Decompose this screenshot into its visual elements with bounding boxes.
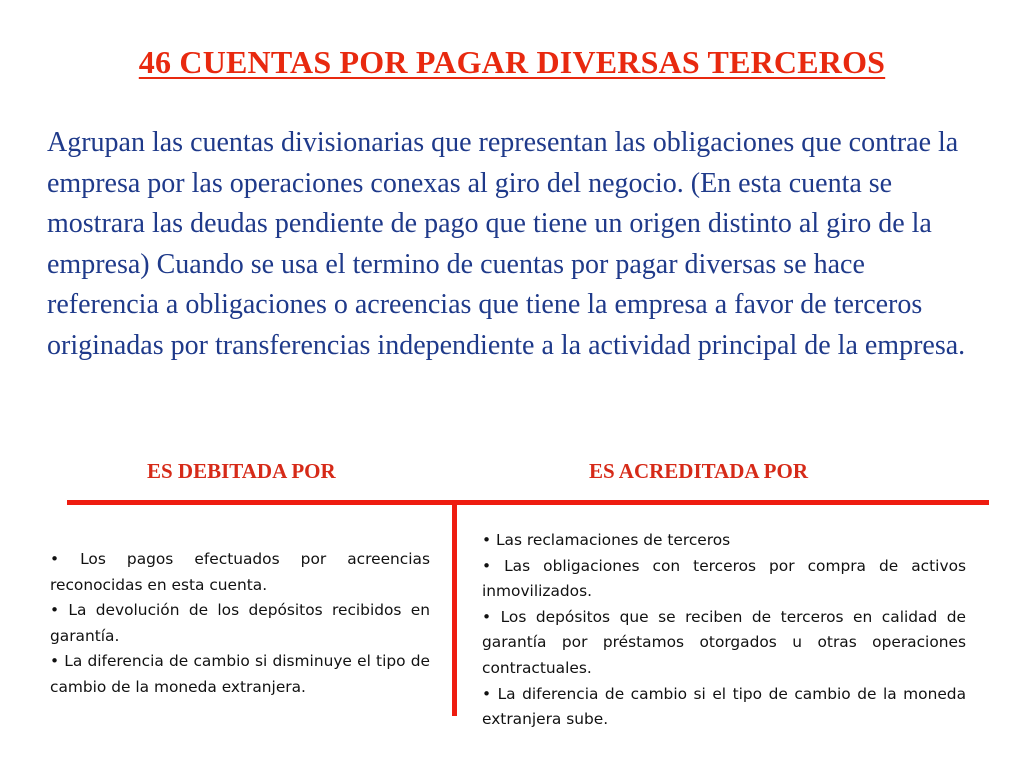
credit-item: • La diferencia de cambio si el tipo de cambio de la moneda extranjera sube.	[482, 684, 966, 729]
debit-heading: ES DEBITADA POR	[147, 459, 336, 483]
debit-list	[50, 547, 430, 701]
credit-item: • Las reclamaciones de terceros	[482, 531, 731, 549]
debit-item: • La devolución de los depósitos recibidos en garantía.	[50, 601, 430, 645]
t-account-horizontal-line	[67, 500, 989, 505]
credit-item: • Los depósitos que se reciben de terceros en calidad de garantía por préstamos otorgados u otras operaciones contractuales.	[482, 607, 966, 677]
credit-list	[482, 528, 966, 733]
page-title: 46 CUENTAS POR PAGAR DIVERSAS TERCEROS	[138, 44, 886, 80]
debit-item: • Los pagos efectuados por acreencias reconocidas en esta cuenta.	[50, 550, 430, 594]
intro-paragraph: Agrupan las cuentas divisionarias que representan las obligaciones que contrae la empresa por las operaciones conexas al giro del negocio. (En esta cuenta se mostrara las deudas pendiente de pago que tiene un origen distinto al giro de la empresa) Cuando se usa el termino de cuentas por pagar diversas se hace referencia a obligaciones o acreencias que tiene la empresa a favor de terceros originadas por transferencias independiente a la actividad principal de la empresa.	[47, 127, 966, 361]
debit-item: • La diferencia de cambio si disminuye el tipo de cambio de la moneda extranjera.	[50, 652, 430, 696]
credit-heading: ES ACREDITADA POR	[589, 459, 808, 483]
credit-item: • Las obligaciones con terceros por compra de activos inmovilizados.	[482, 556, 966, 601]
t-account-vertical-line	[452, 500, 457, 716]
